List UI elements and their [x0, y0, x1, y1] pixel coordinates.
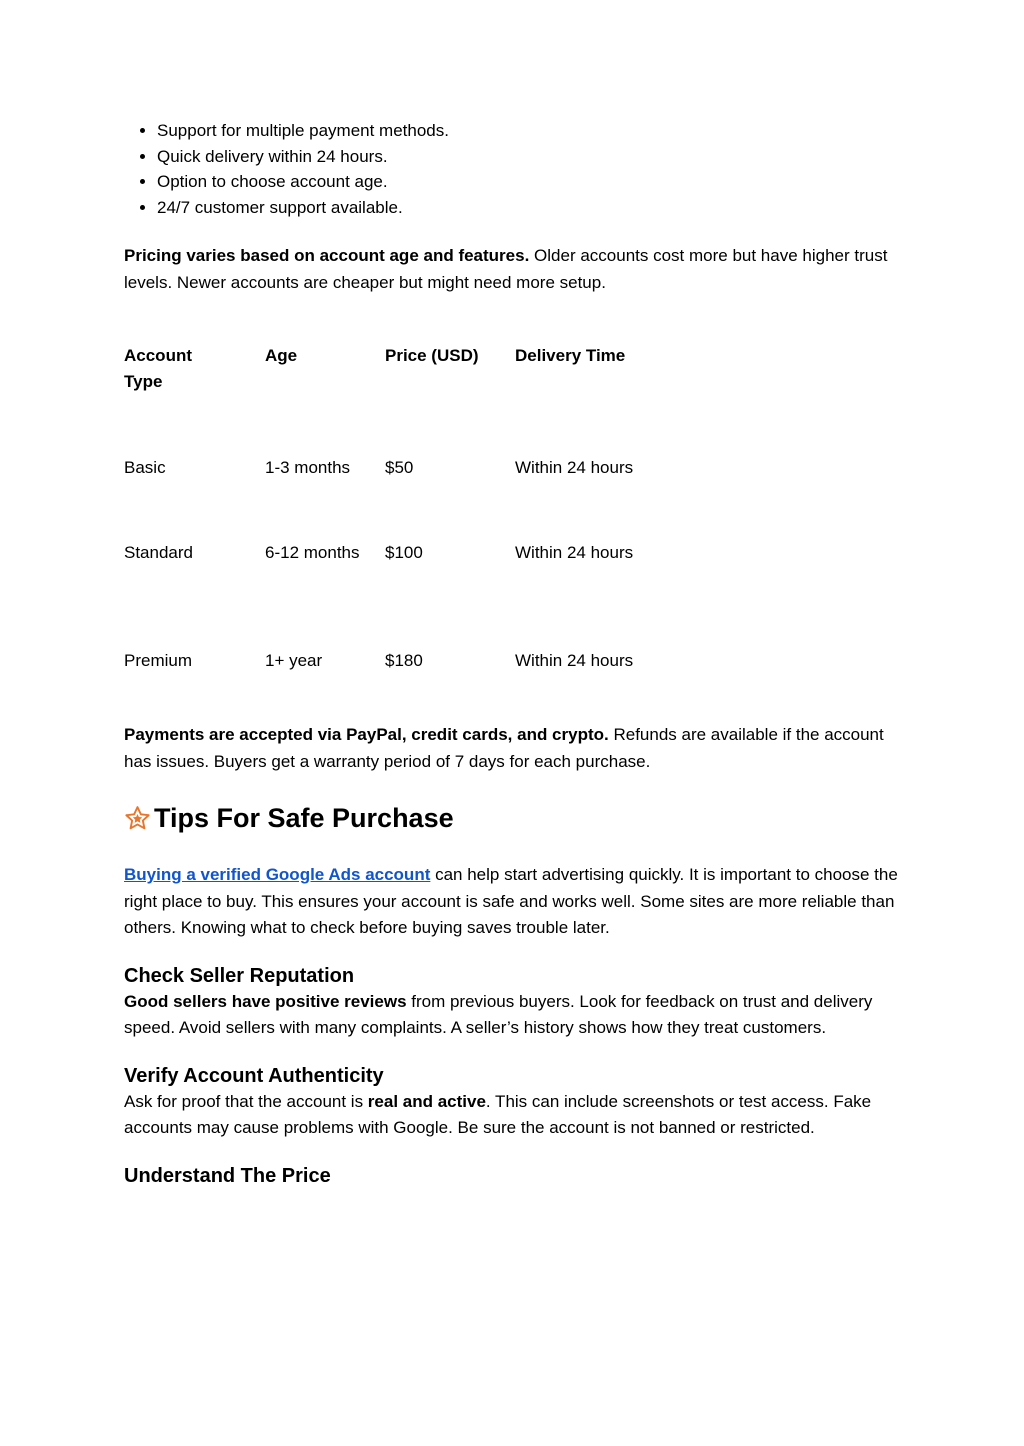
- column-header-price: Price (USD): [385, 346, 479, 365]
- payments-paragraph-rest: Refunds are available if the account has issues. Buyers get a warranty period of 7 days for each purchase.: [124, 725, 884, 771]
- cell-account-type: Premium: [124, 651, 193, 670]
- cell-delivery-time: Within 24 hours: [515, 458, 634, 477]
- features-list: [124, 118, 900, 220]
- list-item: [157, 118, 900, 144]
- cell-account-type: Basic: [124, 458, 166, 477]
- pricing-paragraph-lead: Pricing varies based on account age and features.: [124, 246, 530, 265]
- payments-paragraph-lead: Payments are accepted via PayPal, credit cards, and crypto.: [124, 725, 609, 744]
- authenticity-paragraph-post: . This can include screenshots or test access. Fake accounts may cause problems with Google. Be sure the account is not banned or restricted.: [124, 1091, 872, 1137]
- star-icon: [124, 805, 151, 832]
- seller-reputation-paragraph: [124, 989, 900, 1042]
- tips-heading-text: Tips For Safe Purchase: [154, 803, 454, 833]
- seller-paragraph-rest: from previous buyers. Look for feedback on trust and delivery speed. Avoid sellers with many complaints. A seller’s history shows how they treat customers.: [124, 991, 873, 1037]
- cell-delivery-time: Within 24 hours: [515, 543, 634, 562]
- document-page: [0, 118, 1024, 1446]
- list-item: [157, 195, 900, 221]
- intro-paragraph: [124, 862, 900, 942]
- list-item: [157, 144, 900, 170]
- account-authenticity-paragraph: [124, 1089, 900, 1142]
- buy-google-ads-account-link[interactable]: Buying a verified Google Ads account: [124, 865, 431, 884]
- seller-reputation-heading: Check Seller Reputation: [124, 964, 355, 987]
- list-item-text: 24/7 customer support available.: [157, 197, 403, 217]
- cell-age: 6-12 months: [265, 543, 360, 562]
- cell-price: $50: [385, 458, 414, 477]
- cell-delivery-time: Within 24 hours: [515, 651, 634, 670]
- table-header-row: [124, 330, 900, 442]
- cell-price: $100: [385, 543, 423, 562]
- list-item-text: Quick delivery within 24 hours.: [157, 146, 388, 166]
- column-header-account-type: Account Type: [124, 346, 192, 391]
- authenticity-paragraph-pre: Ask for proof that the account is: [124, 1091, 368, 1111]
- column-header-delivery-time: Delivery Time: [515, 346, 626, 365]
- account-authenticity-heading: Verify Account Authenticity: [124, 1064, 384, 1087]
- understand-price-heading: Understand The Price: [124, 1164, 331, 1187]
- authenticity-paragraph-bold: real and active: [367, 1091, 486, 1111]
- tips-section-heading: [124, 801, 900, 835]
- table-row: [124, 635, 900, 720]
- list-item: [157, 169, 900, 195]
- pricing-paragraph: [124, 243, 900, 296]
- cell-price: $180: [385, 651, 423, 670]
- intro-paragraph-rest: can help start advertising quickly. It is important to choose the right place to buy. This ensures your account is safe and works well. Some sites are more reliable than others. Knowing what to check before buying saves trouble later.: [124, 865, 898, 937]
- payments-paragraph: [124, 722, 900, 775]
- list-item-text: Support for multiple payment methods.: [157, 121, 449, 140]
- cell-age: 1-3 months: [265, 458, 351, 477]
- table-row: [124, 442, 900, 527]
- pricing-paragraph-rest: Older accounts cost more but have higher trust levels. Newer accounts are cheaper but might need more setup.: [124, 246, 888, 292]
- cell-account-type: Standard: [124, 543, 193, 562]
- column-header-age: Age: [265, 346, 298, 365]
- seller-paragraph-lead: Good sellers have positive reviews: [124, 991, 407, 1011]
- cell-age: 1+ year: [265, 651, 323, 670]
- list-item-text: Option to choose account age.: [157, 172, 388, 191]
- table-row: [124, 527, 900, 635]
- pricing-table: [124, 330, 900, 720]
